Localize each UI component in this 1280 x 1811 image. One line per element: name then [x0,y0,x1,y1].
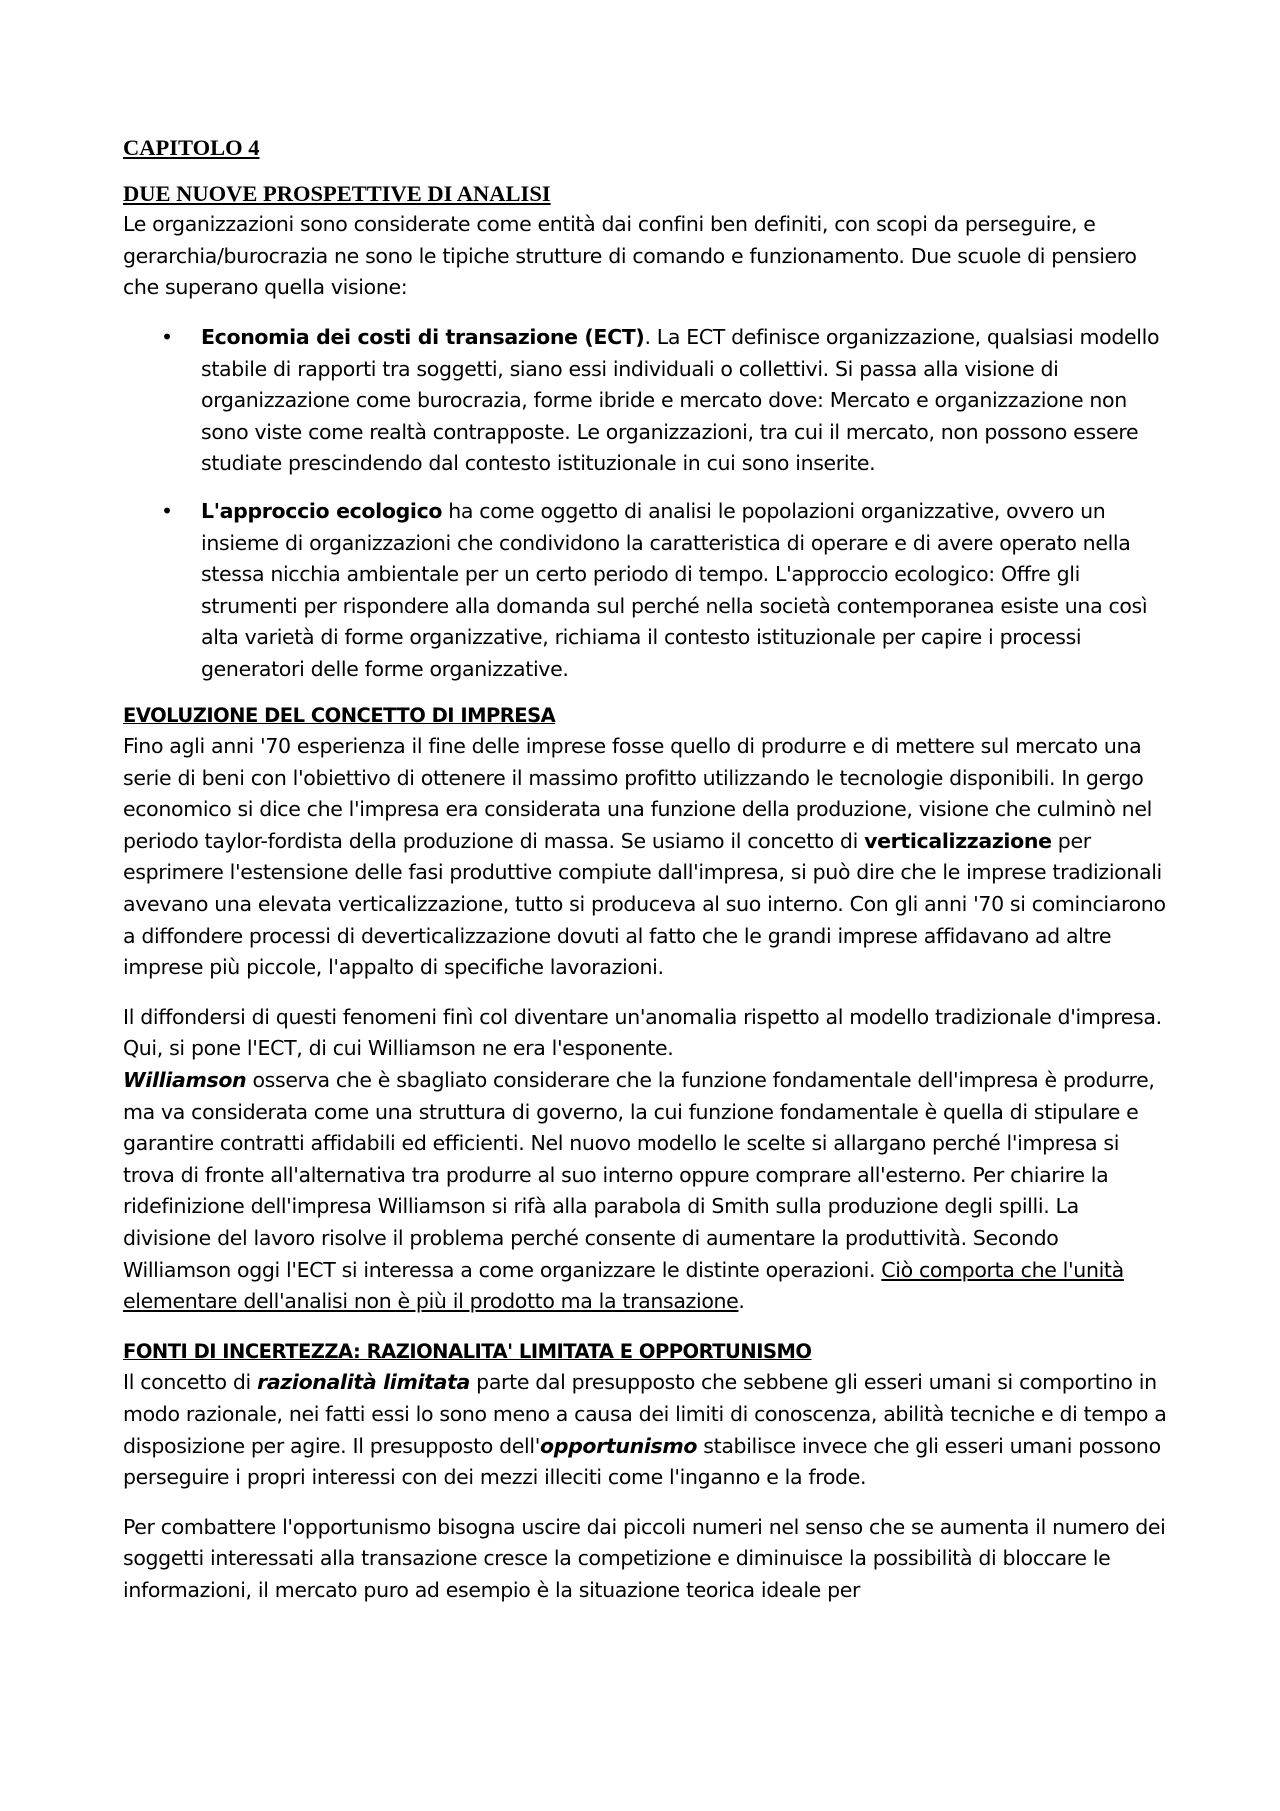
bullet-icon: • [161,324,173,349]
bullet-icon: • [161,498,173,523]
section2-paragraph2: Il diffondersi di questi fenomeni finì col diventare un'anomalia rispetto al modello tradizionale d'impresa. Qui, si pone l'ECT, di cui Williamson ne era l'esponente. [123,1004,1162,1061]
p3-end: . [738,1289,745,1314]
term-razionalita-limitata: razionalità limitata [257,1370,471,1395]
term-ect: Economia dei costi di transazione (ECT) [201,324,645,349]
term-williamson: Williamson [123,1068,247,1093]
section3-paragraph2: Per combattere l'opportunismo bisogna uscire dai piccoli numeri nel senso che se aumenta il numero dei soggetti interessati alla transazione cresce la competizione e diminuisce la possibilità di bloccare le informazioni, il mercato puro ad esempio è la situazione teorica ideale per [123,1514,1166,1602]
term-opportunismo: opportunismo [540,1433,698,1458]
section2-paragraph1 [123,731,1168,984]
bullet1-text: . La ECT definisce organizzazione, qualsiasi modello stabile di rapporti tra soggetti, siano essi individuali o collettivi. Si passa alla visione di organizzazione come burocrazia, forme ibride e mercato dove: Mercato e organizzazione non sono viste come realtà contrapposte. Le organizzazioni, tra cui il mercato, non possono essere studiate prescindendo dal contesto istituzionale in cui sono inserite. [201,324,1160,476]
s3-text-a: Il concetto di [123,1370,258,1395]
section1-intro: Le organizzazioni sono considerate come entità dai confini ben definiti, con scopi da perseguire, e gerarchia/burocrazia ne sono le tipiche strutture di comando e funzionamento. Due scuole di pensiero che superano quella visione: [123,212,1137,300]
s3-text-c: stabilisce invece che gli esseri umani possono perseguire i propri interessi con dei mezzi illeciti come l'inganno e la frode. [123,1433,1161,1490]
bullet-list [123,322,1168,686]
bullet2-text: ha come oggetto di analisi le popolazioni organizzative, ovvero un insieme di organizzazioni che condividono la caratteristica di operare e di avere operato nella stessa nicchia ambientale per un certo periodo di tempo. L'approccio ecologico: Offre gli strumenti per rispondere alla domanda sul perché nella società contemporanea esiste una così alta varietà di forme organizzative, richiama il contesto istituzionale per capire i processi generatori delle forme organizzative. [201,498,1148,681]
section-title-evoluzione: EVOLUZIONE DEL CONCETTO DI IMPRESA [123,703,556,727]
chapter-title: CAPITOLO 4 [123,135,260,160]
section-title-due-prospettive: DUE NUOVE PROSPETTIVE DI ANALISI [123,180,551,206]
underlined-sentence: Ciò comporta che l'unità elementare dell'analisi non è più il prodotto ma la transazione [123,1257,1124,1314]
section-title-fonti-incertezza: FONTI DI INCERTEZZA: RAZIONALITA' LIMITATA E OPPORTUNISMO [123,1339,812,1363]
section2-paragraph3 [123,1065,1168,1318]
document-body [123,132,1168,1607]
p3-text: osserva che è sbagliato considerare che la funzione fondamentale dell'impresa è produrre, ma va considerata come una struttura di governo, la cui funzione fondamentale è quella di stipulare e garantire contratti affidabili ed efficienti. Nel nuovo modello le scelte si allargano perché l'impresa si trova di fronte all'alternativa tra produrre al suo interno oppure comprare all'esterno. Per chiarire la ridefinizione dell'impresa Williamson si rifà alla parabola di Smith sulla produzione degli spilli. La divisione del lavoro risolve il problema perché consente di aumentare la produttività. Secondo Williamson oggi l'ECT si interessa a come organizzare le distinte operazioni. [123,1068,1155,1282]
p1-text-a: Fino agli anni '70 esperienza il fine delle imprese fosse quello di produrre e di mettere sul mercato una serie di beni con l'obiettivo di ottenere il massimo profitto utilizzando le tecnologie disponibili. In gergo economico si dice che l'impresa era considerata una funzione della produzione, visione che culminò nel periodo taylor-fordista della produzione di massa. Se usiamo il concetto di [123,734,1152,853]
term-verticalizzazione: verticalizzazione [864,828,1052,853]
s3-text-b: parte dal presupposto che sebbene gli esseri umani si comportino in modo razionale, nei fatti essi lo sono meno a causa dei limiti di conoscenza, abilità tecniche e di tempo a disposizione per agire. Il presupposto dell' [123,1370,1167,1458]
p1-text-b: per esprimere l'estensione delle fasi produttive compiute dall'impresa, si può dire che le imprese tradizionali avevano una elevata verticalizzazione, tutto si produceva al suo interno. Con gli anni '70 si cominciarono a diffondere processi di deverticalizzazione dovuti al fatto che le grandi imprese affidavano ad altre imprese più piccole, l'appalto di specifiche lavorazioni. [123,828,1166,980]
section3-paragraph1 [123,1367,1168,1493]
list-item-ecologico [123,496,1168,686]
term-approccio-ecologico: L'approccio ecologico [201,498,443,523]
list-item-ect [123,322,1168,480]
